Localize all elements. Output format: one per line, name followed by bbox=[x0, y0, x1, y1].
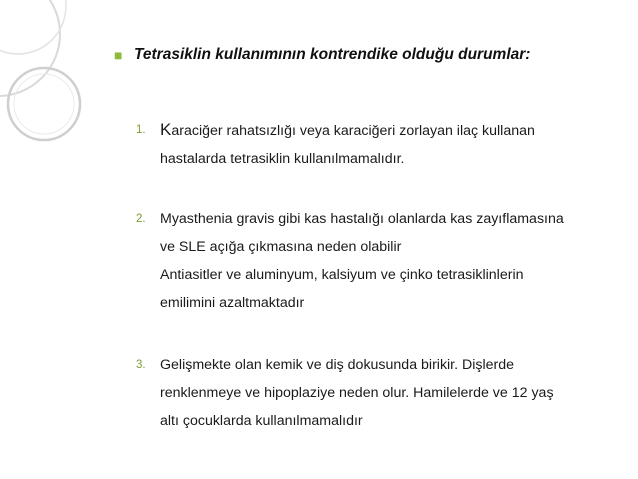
list-item-line bbox=[160, 116, 535, 145]
list-item-line: Gelişmekte olan kemik ve diş dokusunda birikir. Dişlerde bbox=[160, 357, 515, 373]
list-item-text bbox=[160, 205, 564, 317]
list-item-line: emilimini azaltmaktadır bbox=[160, 295, 305, 311]
square-bullet-icon: ■ bbox=[114, 47, 123, 63]
list-item-number: 3. bbox=[136, 359, 146, 371]
list-item-text bbox=[160, 116, 535, 173]
list-item-text bbox=[160, 351, 554, 435]
decorative-rings-icon bbox=[0, 0, 123, 160]
slide-title-row bbox=[114, 44, 614, 66]
list-item-line: Antiasitler ve aluminyum, kalsiyum ve çinko tetrasiklinlerin bbox=[160, 267, 524, 283]
list-item-line-rest: araciğer rahatsızlığı veya karaciğeri zorlayan ilaç kullanan bbox=[171, 123, 535, 139]
list-item-line: altı çocuklarda kullanılmamalıdır bbox=[160, 413, 363, 429]
list-item-number: 1. bbox=[136, 124, 146, 136]
list-item-line: Myasthenia gravis gibi kas hastalığı olanlarda kas zayıflamasına bbox=[160, 211, 564, 227]
slide-title: Tetrasiklin kullanımının kontrendike olduğu durumlar: bbox=[134, 46, 531, 63]
list-item-line: ve SLE açığa çıkmasına neden olabilir bbox=[160, 239, 402, 255]
first-letter: K bbox=[160, 120, 172, 139]
list-item-line: hastalarda tetrasiklin kullanılmamalıdır. bbox=[160, 151, 405, 167]
list-item-line: renklenmeye ve hipoplaziye neden olur. Hamilelerde ve 12 yaş bbox=[160, 385, 554, 401]
list-item-number: 2. bbox=[136, 213, 146, 225]
